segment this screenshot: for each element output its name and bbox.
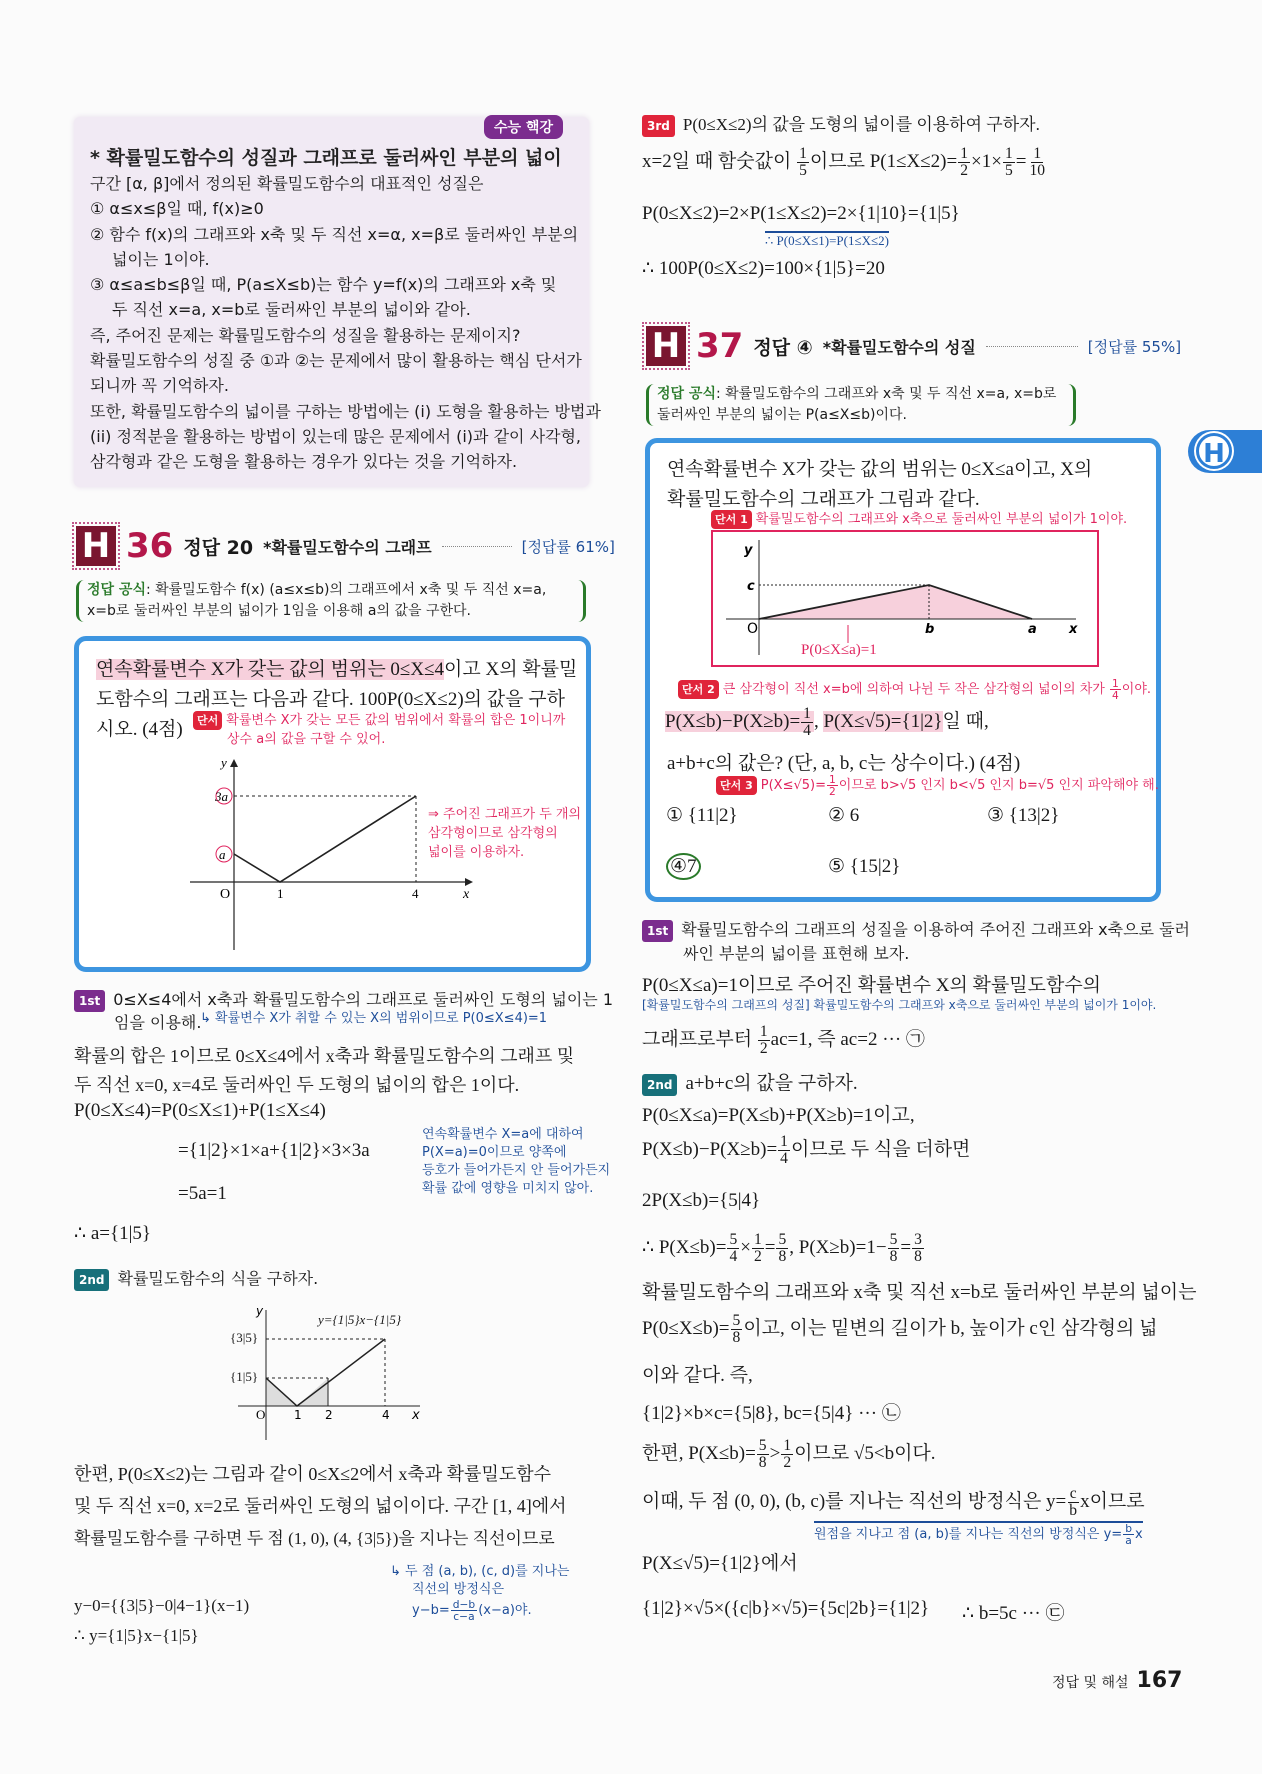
key-line: 구간 [α, β]에서 정의된 확률밀도함수의 대표적인 성질은 [90,174,484,193]
key-line: 또한, 확률밀도함수의 넓이를 구하는 방법에는 (i) 도형을 활용하는 방법과 [90,402,601,421]
q37-formula [646,384,1076,426]
sol-line: {1|2}×b×c={5|8}, bc={5|4} ··· ㉡ [642,1403,901,1424]
hint-text: 확률밀도함수의 그래프와 x축으로 둘러싸인 부분의 넓이가 1이야. [755,512,1128,527]
note-line: 확률 값에 영향을 미치지 않아. [422,1181,594,1196]
sol-step [642,919,1190,942]
q37-header [646,326,1181,366]
hint-text: P(X≤√5)= $\frac{1}{2}$ 이므로 b>√5 인지 b<√5 인지 b=√5 인지 파악해야 해. [760,773,1159,799]
q36-formula [76,580,586,622]
graph-note [428,805,581,862]
tick-label: 1 [277,886,284,901]
sol-line: 한편, P(X≤b)= $\frac{5}{8}$ > $\frac{1}{2}$ 이므로 √5<b이다. [642,1437,936,1472]
note-line: 등호가 들어가든지 안 들어가든지 [422,1163,611,1178]
leader-dots [442,546,512,547]
choice-5[interactable]: ⑤ {15|2} [828,856,901,877]
note-line: ⇒ 주어진 그래프가 두 개의 [428,807,582,822]
x-label: x [412,1408,420,1423]
sol-line: ∴ P(X≤b)= $\frac{5}{4}$ × $\frac{1}{2}$ = $\frac{5}{8}$ , P(X≥b)=1− $\frac{5}{8}$ = $\frac{3}{8}$ [642,1231,922,1266]
step-tag: 1st [74,990,105,1012]
q37-graph [711,530,1099,667]
y-label: y [221,755,227,770]
sol-line: 2P(X≤b)={5|4} [642,1190,761,1211]
highlight: 연속확률변수 X가 갖는 값의 범위는 0≤X≤4 [96,659,445,680]
pdf-line [234,796,416,882]
tick-label: 4 [382,1408,390,1422]
sol-line: ={1|2}×1×a+{1|2}×3×3a [178,1140,370,1161]
label-a: a [219,847,226,862]
sol-line: {1|2}×√5×({c|b}×√5)={5c|2b}={1|2} [642,1598,930,1619]
sol-line: P(0≤X≤a)=1이므로 주어진 확률변수 X의 확률밀도함수의 [642,975,1102,996]
leader-dots [986,346,1078,347]
condition-line: P(X≤b)−P(X≥b)= $\frac{1}{4}$ , P(X≤√5)={1|2}일 때, [665,705,989,740]
annotation: ∴ P(0≤X≤1)=P(1≤X≤2) [765,233,889,248]
line-equation: y={1|5}x−{1|5} [318,1312,402,1327]
x-label: x [463,887,470,902]
hint [711,510,1127,529]
question-number: 36 [126,526,174,566]
problem-line: 시오. (4점) [96,719,183,740]
sol-line: 이와 같다. 즉, [642,1365,753,1386]
key-line: 되니까 꼭 기억하자. [90,376,229,395]
sol-line: ∴ a={1|5} [74,1223,152,1244]
sol-line: P(0≤X≤2)=2×P(1≤X≤2)=2×{1|10}={1|5} [642,203,960,224]
tick-label: {1|5} [230,1369,259,1384]
hint-text: 상수 a의 값을 구할 수 있어. [227,732,386,747]
key-line: 두 직선 x=a, x=b로 둘러싸인 부분의 넓이와 같아. [112,300,471,319]
text: 이고 X의 확률밀 [444,659,578,680]
page-footer [1052,1668,1182,1693]
hint [716,774,1159,797]
sol-line: 확률밀도함수의 그래프와 x축 및 직선 x=b로 둘러싸인 부분의 넓이는 [642,1282,1197,1303]
label-b: b [925,622,935,637]
annotation: ↳ 확률변수 X가 취할 수 있는 X의 범위이므로 P(0≤X≤4)=1 [200,1011,548,1026]
sol-line: y−0={{3|5}−0|4−1}(x−1) [74,1596,250,1615]
arrow-icon [230,759,238,767]
origin-label: O [747,621,759,637]
sol-line: P(0≤X≤a)=P(X≤b)+P(X≥b)=1이고, [642,1105,915,1126]
topic: *확률밀도함수의 그래프 [263,537,432,557]
sol-line: 확률의 합은 1이므로 0≤X≤4에서 x축과 확률밀도함수의 그래프 및 [74,1046,575,1066]
note-line: 삼각형이므로 삼각형의 [428,826,558,841]
sol-line: 한편, P(0≤X≤2)는 그림과 같이 0≤X≤2에서 x축과 확률밀도함수 [74,1464,551,1484]
step-text: a+b+c의 값을 구하자. [685,1073,858,1094]
sol-line: ∴ 100P(0≤X≤2)=100×{1|5}=20 [642,258,885,279]
formula-text: : 확률밀도함수 f(x) (a≤x≤b)의 그래프에서 x축 및 두 직선 x=a, [145,582,547,598]
problem-line: 연속확률변수 X가 갖는 값의 범위는 0≤X≤a이고, X의 [667,459,1093,480]
label-a: a [1028,622,1037,637]
key-line: 넓이는 1이야. [112,250,210,269]
tick-label: 4 [412,886,419,901]
tick-label: {3|5} [230,1330,259,1345]
step-tag: 2nd [74,1269,109,1291]
hint-tag: 단서 1 [711,510,752,529]
note-line: 넓이를 이용하자. [428,845,525,860]
origin-label: O [220,887,231,902]
sol-line: 및 두 직선 x=0, x=2로 둘러싸인 도형의 넓이이다. 구간 [1, 4]에서 [74,1496,567,1516]
step-tag: 3rd [642,115,675,137]
key-line: ② 함수 f(x)의 그래프와 x축 및 두 직선 x=α, x=β로 둘러싸인 부분의 [90,225,579,244]
tick-label: 2 [325,1408,333,1422]
sol-line: ∴ b=5c ··· ㉢ [962,1603,1065,1624]
hint-tag: 단서 [193,711,222,730]
note-line: P(X=a)=0이므로 양쪽에 [422,1145,567,1160]
annotation: [확률밀도함수의 그래프의 성질] 확률밀도함수의 그래프와 x축으로 둘러싸인 부분의 넓이가 1이야. [642,998,1157,1012]
highlight: P(X≤b)−P(X≥b)= $\frac{1}{4}$ [665,711,814,732]
sol-line: x=2일 때 함숫값이 $\frac{1}{5}$ 이므로 P(1≤X≤2)= $\frac{1}{2}$ ×1× $\frac{1}{5}$ = $\frac{1}{10}$ [642,145,1046,180]
choice-2[interactable]: ② 6 [828,805,860,826]
note-line: y−b= $\frac{d-b}{c-a}$ (x−a)야. [412,1598,532,1624]
y-label: y [744,543,753,558]
sol-line: =5a=1 [178,1183,227,1204]
note-line: 직선의 방정식은 [412,1582,505,1597]
h-badge: H [76,526,116,566]
problem-line [96,654,577,681]
key-line: 확률밀도함수의 성질 중 ①과 ②는 문제에서 많이 활용하는 핵심 단서가 [90,351,582,370]
shaded-area [266,1378,328,1406]
label-c: c [747,579,755,594]
choice-4-selected[interactable]: ④7 [666,853,701,880]
hint-text: 큰 삼각형이 직선 x=b에 의하여 나뉜 두 작은 삼각형의 넓이의 차가 $\frac{1}{4}$ 이야. [722,677,1152,703]
annotation [390,1563,569,1622]
choice-3[interactable]: ③ {13|2} [987,805,1060,826]
q36-header [76,526,615,566]
step-text: 확률밀도함수의 식을 구하자. [117,1269,319,1288]
key-line: (ii) 정적분을 활용하는 방법이 있는데 많은 문제에서 (i)과 같이 사각형, [90,427,582,446]
sol-line: P(0≤X≤4)=P(0≤X≤1)+P(1≤X≤4) [74,1100,326,1121]
formula-label: 정답 공식 [657,386,716,402]
annotation: 원점을 지나고 점 (a, b)를 지나는 직선의 방정식은 y= $\frac{b}{a}$ x [814,1522,1143,1548]
sol-line: 확률밀도함수를 구하면 두 점 (1, 0), (4, {3|5})을 지나는 직선이므로 [74,1529,555,1548]
hint-text: 확률변수 X가 갖는 모든 값의 범위에서 확률의 합은 1이니까 [226,713,566,728]
hint [193,711,565,749]
formula-text: x=b로 둘러싸인 부분의 넓이가 1임을 이용해 a의 값을 구한다. [87,603,471,619]
formula-text: : 확률밀도함수의 그래프와 x축 및 두 직선 x=a, x=b로 [715,386,1057,402]
key-badge: 수능 핵강 [484,115,563,139]
key-line: 삼각형과 같은 도형을 활용하는 경우가 있다는 것을 기억하자. [90,452,518,471]
step-text: 0≤X≤4에서 x축과 확률밀도함수의 그래프로 둘러싸인 도형의 넓이는 1 [113,990,614,1009]
highlight: P(X≤√5)={1|2} [823,711,943,733]
step-text: P(0≤X≤2)의 값을 도형의 넓이를 이용하여 구하자. [682,115,1040,134]
section-tab[interactable] [1188,430,1262,473]
key-line: 즉, 주어진 문제는 확률밀도함수의 성질을 활용하는 문제이지? [90,326,521,345]
shaded-area [759,585,1032,619]
sol-step [642,114,1040,137]
note-line: ↳ 두 점 (a, b), (c, d)를 지나는 [390,1564,570,1579]
step-text: 임을 이용해. [114,1013,202,1032]
origin-label: O [256,1407,266,1422]
sol-line: ∴ y={1|5}x−{1|5} [74,1626,199,1645]
topic: *확률밀도함수의 성질 [822,337,976,357]
answer: 정답 20 [183,536,254,559]
note-line: 연속확률변수 X=a에 대하여 [422,1127,584,1142]
y-label: y [256,1305,264,1318]
question-number: 37 [696,326,744,366]
label-3a: 3a [215,789,228,804]
sol-step [74,989,613,1012]
sol-line: P(X≤b)−P(X≥b)= $\frac{1}{4}$ 이므로 두 식을 더하면 [642,1133,971,1168]
footer-label: 정답 및 해설 [1052,1675,1129,1691]
sol-line: 이때, 두 점 (0, 0), (b, c)를 지나는 직선의 방정식은 y= $\frac{c}{b}$ x이므로 [642,1485,1145,1520]
key-line: ③ α≤a≤b≤β일 때, P(a≤X≤b)는 함수 y=f(x)의 그래프와 x축 및 [90,275,557,294]
hint-tag: 단서 3 [716,776,757,795]
sol-step [74,1268,318,1291]
problem-line: a+b+c의 값은? (단, a, b, c는 상수이다.) (4점) [667,753,1021,774]
area-label: P(0≤X≤a)=1 [801,642,877,658]
correct-rate: [정답률 55%] [1087,337,1182,356]
step-tag: 2nd [642,1074,677,1096]
section-tab-label: H [1196,433,1232,469]
step-text: 확률밀도함수의 그래프의 성질을 이용하여 주어진 그래프와 x축으로 둘러 [681,920,1190,939]
formula-text: 둘러싸인 부분의 넓이는 P(a≤X≤b)이다. [657,407,907,423]
annotation [422,1126,610,1198]
step-tag: 1st [642,920,673,942]
tick-label: 1 [294,1408,302,1422]
text: 일 때, [942,711,989,733]
hint [678,678,1151,701]
hint-tag: 단서 2 [678,680,719,699]
step-text: 싸인 부분의 넓이를 표현해 보자. [683,944,910,963]
answer: 정답 ④ [753,336,813,359]
correct-rate: [정답률 61%] [521,537,615,556]
sol-line: 두 직선 x=0, x=4로 둘러싸인 두 도형의 넓이의 합은 1이다. [74,1075,520,1095]
h-badge: H [646,326,686,366]
sol-step [642,1073,858,1096]
choice-1[interactable]: ① {11|2} [666,805,738,826]
sol-line: 그래프로부터 $\frac{1}{2}$ ac=1, 즉 ac=2 ··· ㉠ [642,1023,925,1058]
problem-line: 도함수의 그래프는 다음과 같다. 100P(0≤X≤2)의 값을 구하 [96,689,565,710]
key-title: * 확률밀도함수의 성질과 그래프로 둘러싸인 부분의 넓이 [90,147,562,169]
page-number: 167 [1136,1668,1183,1693]
problem-line: 확률밀도함수의 그래프가 그림과 같다. [667,489,980,510]
x-label: x [1069,622,1078,637]
key-line: ① α≤x≤β일 때, f(x)≥0 [90,199,264,218]
formula-label: 정답 공식 [87,582,146,598]
sol-line: P(0≤X≤b)= $\frac{5}{8}$ 이고, 이는 밑변의 길이가 b, 높이가 c인 삼각형의 넓 [642,1312,1158,1347]
arrow-icon [465,878,473,886]
sol-line: P(X≤√5)={1|2}에서 [642,1553,798,1574]
